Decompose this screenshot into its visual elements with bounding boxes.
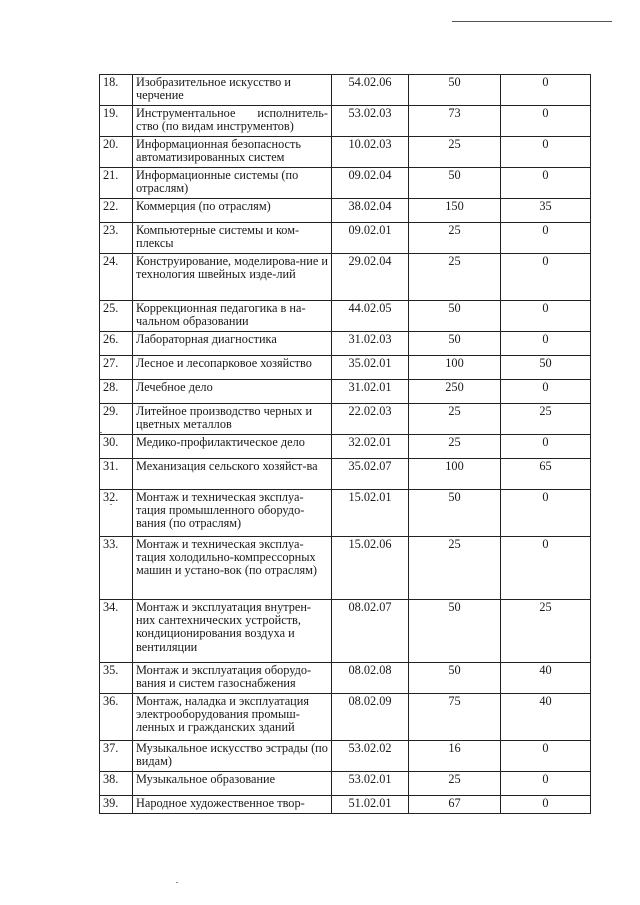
row-number: 26. [100,332,133,356]
specialty-name: Лечебное дело [133,380,332,404]
row-number: 28. [100,380,133,404]
specialty-code: 51.02.01 [332,796,409,814]
quota-value-2: 65 [501,459,591,490]
specialty-name: Народное художественное твор- [133,796,332,814]
specialty-code: 29.02.04 [332,254,409,301]
quota-value: 50 [409,75,501,106]
specialty-name: Механизация сельского хозяйст-ва [133,459,332,490]
table-row [100,106,591,137]
quota-value: 50 [409,600,501,663]
table-row [100,459,591,490]
quota-value-2: 0 [501,168,591,199]
quota-value-2: 0 [501,772,591,796]
specialty-name: Лесное и лесопарковое хозяйство [133,356,332,380]
specialty-name: Информационные системы (по отраслям) [133,168,332,199]
table-row [100,663,591,694]
quota-value: 100 [409,459,501,490]
row-number: 19. [100,106,133,137]
specialty-name: Коммерция (по отраслям) [133,199,332,223]
quota-value-2: 0 [501,75,591,106]
table-row [100,796,591,814]
quota-value: 73 [409,106,501,137]
quota-value-2: 0 [501,435,591,459]
row-number: 22. [100,199,133,223]
table-row [100,435,591,459]
row-number: 25. [100,301,133,332]
row-number: 30. [100,435,133,459]
row-number: 33. [100,537,133,600]
quota-value: 25 [409,435,501,459]
row-number: 31. [100,459,133,490]
specialty-name: Монтаж и эксплуатация оборудо-вания и систем газоснабжения [133,663,332,694]
quota-value: 25 [409,137,501,168]
specialty-code: 15.02.06 [332,537,409,600]
quota-value-2: 0 [501,796,591,814]
table-row [100,741,591,772]
specialty-code: 09.02.04 [332,168,409,199]
table-row [100,254,591,301]
scan-speck [176,882,178,883]
row-number: 21. [100,168,133,199]
row-number: 35. [100,663,133,694]
quota-value: 25 [409,254,501,301]
header-rule [452,21,612,22]
quota-value: 25 [409,223,501,254]
row-number: 18. [100,75,133,106]
table-row [100,199,591,223]
specialty-code: 32.02.01 [332,435,409,459]
table-row [100,537,591,600]
specialty-code: 31.02.01 [332,380,409,404]
specialty-name: Инструментальное исполнитель-ство (по видам инструментов) [133,106,332,137]
quota-value-2: 0 [501,332,591,356]
quota-value-2: 40 [501,663,591,694]
specialty-code: 09.02.01 [332,223,409,254]
quota-value: 50 [409,332,501,356]
quota-value-2: 0 [501,490,591,537]
quota-value: 150 [409,199,501,223]
row-number: 27. [100,356,133,380]
specialty-code: 53.02.03 [332,106,409,137]
quota-value-2: 0 [501,741,591,772]
quota-value: 67 [409,796,501,814]
table-row [100,168,591,199]
table-row [100,332,591,356]
quota-value-2: 0 [501,254,591,301]
quota-value-2: 40 [501,694,591,741]
table-row [100,600,591,663]
row-number: 39. [100,796,133,814]
quota-value-2: 0 [501,537,591,600]
row-number: 24. [100,254,133,301]
quota-value: 25 [409,537,501,600]
quota-value: 50 [409,490,501,537]
quota-value-2: 25 [501,600,591,663]
specialty-code: 10.02.03 [332,137,409,168]
quota-value: 50 [409,168,501,199]
quota-value-2: 0 [501,223,591,254]
specialty-name: Монтаж и эксплуатация внутрен-них сантехнических устройств, кондиционирования воздуха и вентиляции [133,600,332,663]
specialty-name: Медико-профилактическое дело [133,435,332,459]
quota-value: 16 [409,741,501,772]
row-number: 37. [100,741,133,772]
table-row [100,380,591,404]
table-row [100,356,591,380]
quota-value: 75 [409,694,501,741]
quota-value: 250 [409,380,501,404]
specialty-name: Коррекционная педагогика в на-чальном образовании [133,301,332,332]
specialty-name: Музыкальное искусство эстрады (по видам) [133,741,332,772]
specialty-name: Монтаж, наладка и эксплуатация электрооборудования промыш-ленных и гражданских зданий [133,694,332,741]
table-row [100,404,591,435]
table-row [100,137,591,168]
specialty-name: Информационная безопасность автоматизированных систем [133,137,332,168]
specialty-code: 08.02.09 [332,694,409,741]
quota-value: 50 [409,663,501,694]
specialty-code: 53.02.01 [332,772,409,796]
row-number: 38. [100,772,133,796]
table-row [100,223,591,254]
specialty-table-body [100,75,591,814]
quota-value: 25 [409,772,501,796]
quota-value-2: 0 [501,137,591,168]
row-number: 32. [100,490,133,537]
row-number: 20. [100,137,133,168]
specialty-code: 53.02.02 [332,741,409,772]
row-number: 34. [100,600,133,663]
specialty-name: Лабораторная диагностика [133,332,332,356]
table-row [100,490,591,537]
quota-value-2: 50 [501,356,591,380]
specialty-name: Монтаж и техническая эксплуа-тация холодильно-компрессорных машин и устано-вок (по отраслям) [133,537,332,600]
quota-value-2: 0 [501,380,591,404]
specialty-code: 35.02.07 [332,459,409,490]
table-row [100,301,591,332]
quota-value: 50 [409,301,501,332]
specialty-name: Компьютерные системы и ком-плексы [133,223,332,254]
table-row [100,694,591,741]
specialty-code: 35.02.01 [332,356,409,380]
specialty-code: 08.02.08 [332,663,409,694]
row-number: 29. [100,404,133,435]
quota-value: 100 [409,356,501,380]
quota-value-2: 0 [501,106,591,137]
specialty-code: 15.02.01 [332,490,409,537]
specialty-code: 08.02.07 [332,600,409,663]
specialty-name: Конструирование, моделирова-ние и технология швейных изде-лий [133,254,332,301]
specialty-name: Монтаж и техническая эксплуа-тация промышленного оборудо-вания (по отраслям) [133,490,332,537]
specialty-code: 54.02.06 [332,75,409,106]
table-row [100,772,591,796]
row-number: 23. [100,223,133,254]
quota-value-2: 25 [501,404,591,435]
table-row [100,75,591,106]
specialty-code: 22.02.03 [332,404,409,435]
quota-value-2: 35 [501,199,591,223]
specialty-table [99,74,591,814]
specialty-code: 44.02.05 [332,301,409,332]
row-number: 36. [100,694,133,741]
quota-value-2: 0 [501,301,591,332]
specialty-name: Музыкальное образование [133,772,332,796]
quota-value: 25 [409,404,501,435]
specialty-code: 31.02.03 [332,332,409,356]
specialty-code: 38.02.04 [332,199,409,223]
specialty-name: Литейное производство черных и цветных металлов [133,404,332,435]
specialty-name: Изобразительное искусство и черчение [133,75,332,106]
